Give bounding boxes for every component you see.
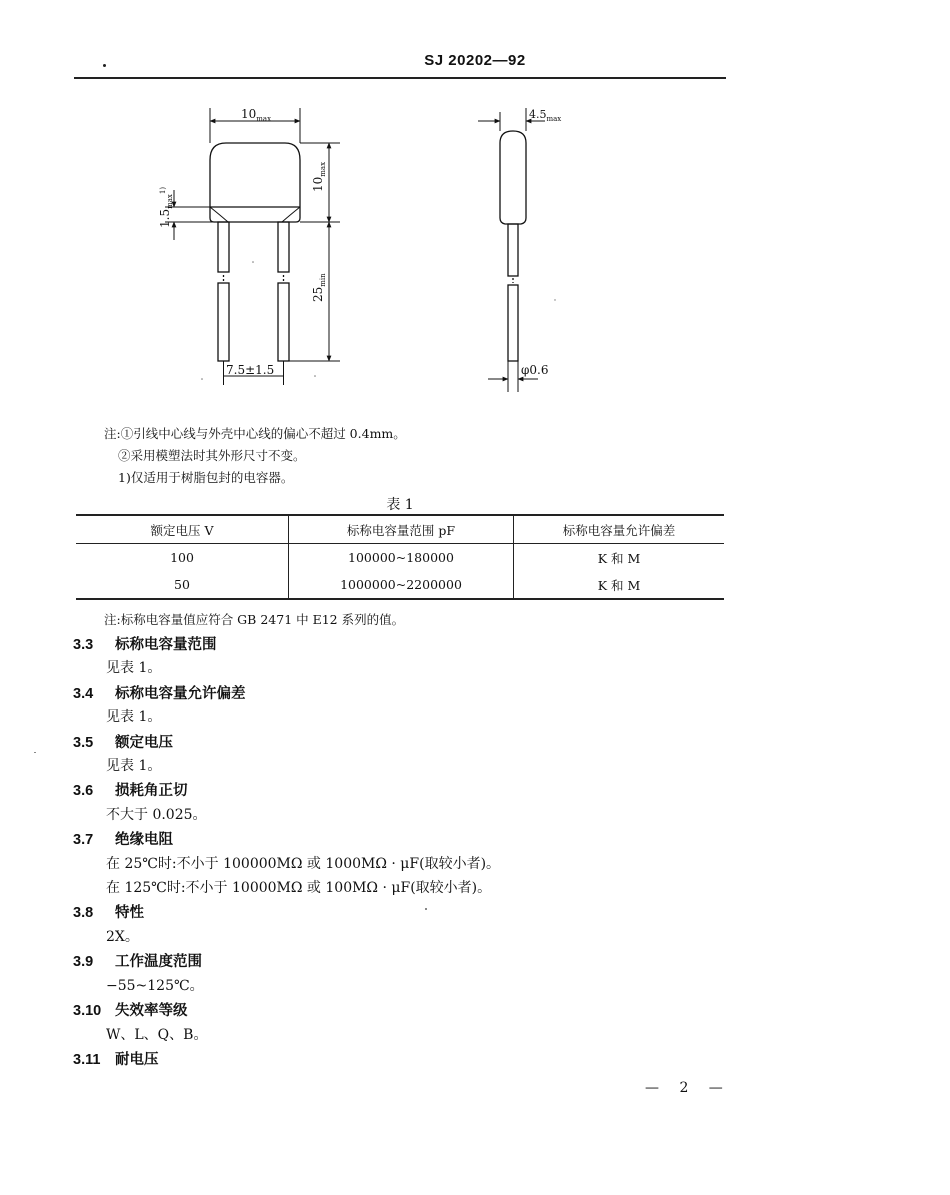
section-heading: [73, 828, 173, 849]
page-number: — 2 —: [645, 1080, 731, 1096]
header-tolerance: 标称电容量允许偏差: [514, 515, 725, 544]
right-lead-upper: [278, 222, 289, 272]
lead-spacing-label: 7.5±1.5: [226, 363, 275, 377]
section-body: W、L、Q、B。: [106, 1027, 208, 1043]
section-body: 不大于 0.025。: [106, 807, 207, 823]
document-code: SJ 20202—92: [424, 52, 526, 69]
section-body: 见表 1。: [106, 709, 162, 725]
scan-speck: [34, 752, 36, 753]
section-number: 3.4: [73, 686, 94, 702]
header-rule: [74, 77, 726, 79]
section-title: 损耗角正切: [115, 783, 188, 799]
table-caption: 表 1: [386, 497, 414, 513]
side-view-labels: [521, 108, 561, 377]
figure-note-1: 注:①引线中心线与外壳中心线的偏心不超过 0.4mm。: [104, 426, 406, 441]
spec-table: [76, 514, 724, 600]
table-cell: K 和 M: [514, 571, 725, 599]
section-title: 特性: [115, 905, 144, 921]
figure-note-3: 1)仅适用于树脂包封的电容器。: [118, 470, 294, 485]
table-note: 注:标称电容量值应符合 GB 2471 中 E12 系列的值。: [104, 612, 405, 627]
section-heading: [73, 999, 188, 1020]
table-header-row: [76, 515, 724, 544]
section-title: 标称电容量允许偏差: [115, 686, 246, 702]
table-cell: K 和 M: [514, 544, 725, 572]
table-cell: 50: [76, 571, 289, 599]
lead-diameter-label: φ0.6: [521, 363, 549, 377]
table-cell: 100: [170, 550, 194, 565]
table-row: [76, 571, 724, 599]
section-heading: [73, 901, 144, 922]
section-heading: [73, 731, 173, 752]
capacitor-body: [210, 143, 300, 222]
section-number: 3.5: [73, 735, 94, 751]
left-lead-upper: [218, 222, 229, 272]
section-body: 见表 1。: [106, 660, 162, 676]
section-number: 3.10: [73, 1003, 102, 1019]
side-body: [500, 131, 526, 224]
section-number: 3.3: [73, 637, 94, 653]
section-title: 工作温度范围: [115, 954, 202, 970]
front-view: [165, 108, 340, 385]
section-body: 见表 1。: [106, 758, 162, 774]
right-lead-lower: [278, 283, 289, 361]
flange-label: $1.5_{max}^{1)}$: [158, 186, 174, 228]
scan-speck: [425, 908, 427, 910]
section-heading: [73, 950, 202, 971]
section-number: 3.7: [73, 832, 94, 848]
section-number: 3.8: [73, 905, 94, 921]
section-heading: [73, 779, 188, 800]
width-label: $10_{max}$: [241, 107, 272, 123]
side-lead-upper: [508, 224, 518, 276]
side-lead-lower: [508, 285, 518, 361]
section-body: 在 125℃时:不小于 10000MΩ 或 100MΩ · μF(取较小者)。: [106, 880, 492, 896]
section-heading: [73, 682, 246, 703]
side-view: [478, 108, 545, 392]
section-body: 2X。: [106, 929, 139, 945]
section-body: 在 25℃时:不小于 100000MΩ 或 1000MΩ · μF(取较小者)。: [106, 856, 501, 872]
section-title: 标称电容量范围: [115, 637, 217, 653]
section-body: −55~125℃。: [106, 978, 204, 994]
section-title: 耐电压: [115, 1052, 159, 1068]
table-cell: 1000000~2200000: [289, 571, 514, 599]
section-title: 失效率等级: [115, 1003, 188, 1019]
table-row: [76, 544, 724, 572]
front-view-labels: [158, 107, 327, 377]
height-label: $10_{max}$: [311, 161, 327, 192]
section-number: 3.11: [73, 1052, 101, 1068]
header-dot: [103, 64, 106, 67]
lead-length-label: $25_{min}$: [311, 273, 327, 302]
section-number: 3.6: [73, 783, 94, 799]
section-heading: [73, 1048, 159, 1069]
header-rated-voltage: 额定电压 V: [76, 515, 289, 544]
left-lead-lower: [218, 283, 229, 361]
capacitor-dimension-drawing: [100, 100, 660, 400]
section-title: 额定电压: [115, 735, 173, 751]
thickness-label: $4.5_{max}$: [529, 108, 562, 123]
section-number: 3.9: [73, 954, 94, 970]
section-title: 绝缘电阻: [115, 832, 173, 848]
figure-note-2: ②采用模塑法时其外形尺寸不变。: [118, 448, 306, 463]
section-heading: [73, 633, 217, 654]
header-capacitance-range: 标称电容量范围 pF: [289, 515, 514, 544]
table-cell: 100000~180000: [289, 544, 514, 572]
